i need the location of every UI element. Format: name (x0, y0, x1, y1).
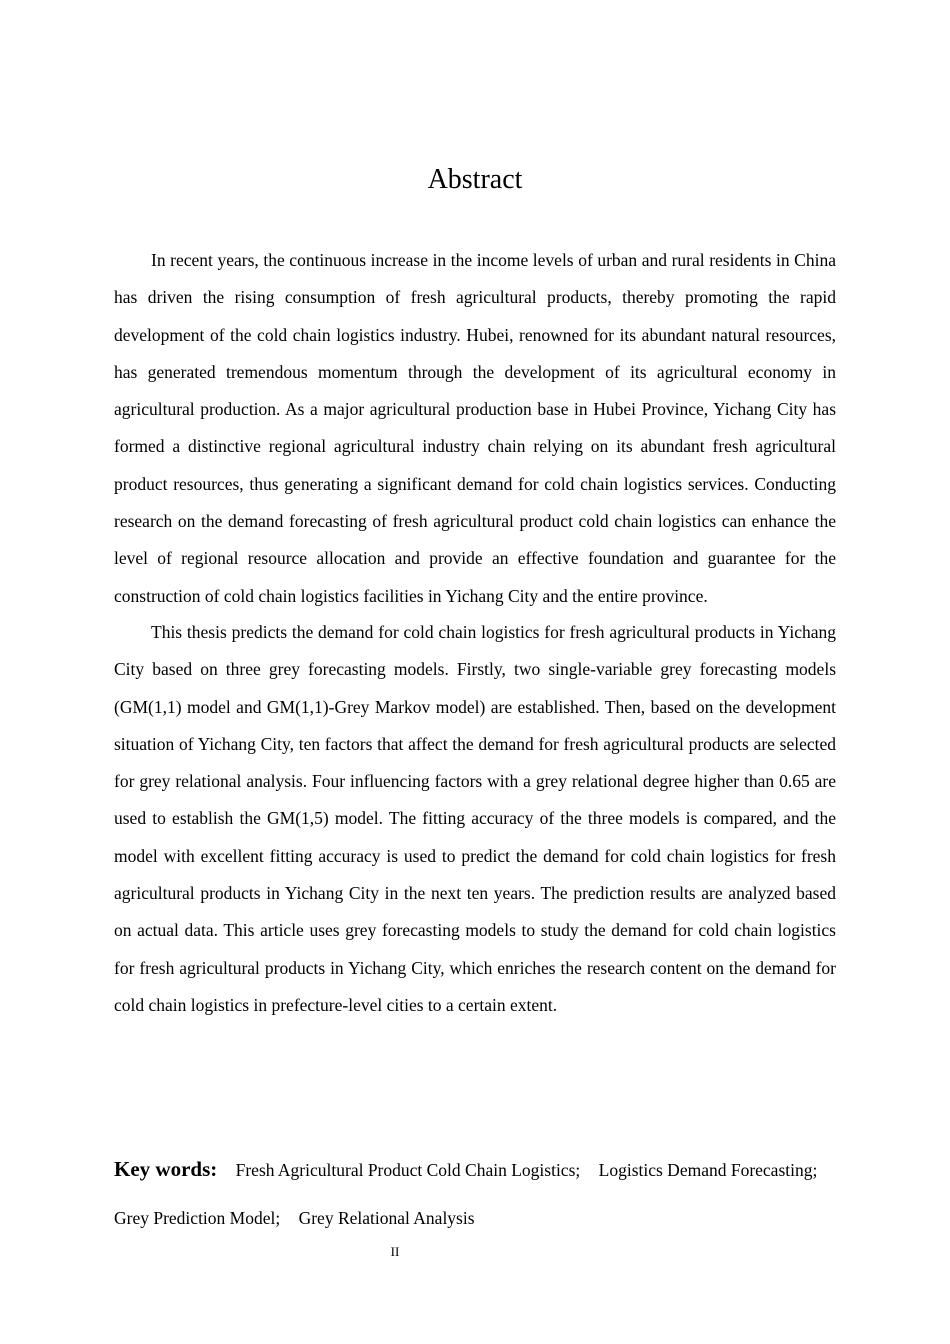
abstract-paragraph-2: This thesis predicts the demand for cold chain logistics for fresh agricultural products in Yichang City based on three grey forecasting models. Firstly, two single-variable grey forecasting models (GM(1,1) model and GM(1,1)-Grey Markov model) are established. Then, based on the development situation of Yichang City, ten factors that affect the demand for fresh agricultural products are selected for grey relational analysis. Four influencing factors with a grey relational degree higher than 0.65 are used to establish the GM(1,5) model. The fitting accuracy of the three models is compared, and the model with excellent fitting accuracy is used to predict the demand for cold chain logistics for fresh agricultural products in Yichang City in the next ten years. The prediction results are analyzed based on actual data. This article uses grey forecasting models to study the demand for cold chain logistics for fresh agricultural products in Yichang City, which enriches the research content on the demand for cold chain logistics in prefecture-level cities to a certain extent. (114, 621, 836, 1015)
page-number: II (390, 1244, 400, 1259)
abstract-title: Abstract (427, 164, 523, 195)
keyword-term: Grey Prediction Model; (114, 1208, 281, 1228)
abstract-paragraph-1: In recent years, the continuous increase in the income levels of urban and rural residents in China has driven the rising consumption of fresh agricultural products, thereby promoting the rapid development of the cold chain logistics industry. Hubei, renowned for its abundant natural resources, has generated tremendous momentum through the development of its agricultural economy in agricultural production. As a major agricultural production base in Hubei Province, Yichang City has formed a distinctive regional agricultural industry chain relying on its abundant fresh agricultural product resources, thus generating a significant demand for cold chain logistics services. Conducting research on the demand forecasting of fresh agricultural product cold chain logistics can enhance the level of regional resource allocation and provide an effective foundation and guarantee for the construction of cold chain logistics facilities in Yichang City and the entire province. (114, 250, 836, 606)
keywords-section (114, 1145, 836, 1242)
keyword-term: Fresh Agricultural Product Cold Chain Logistics; (235, 1160, 581, 1180)
keyword-term: Logistics Demand Forecasting; (598, 1160, 818, 1180)
abstract-body (114, 242, 836, 1024)
keywords-label: Key words: (114, 1157, 218, 1181)
keyword-term: Grey Relational Analysis (298, 1208, 475, 1228)
